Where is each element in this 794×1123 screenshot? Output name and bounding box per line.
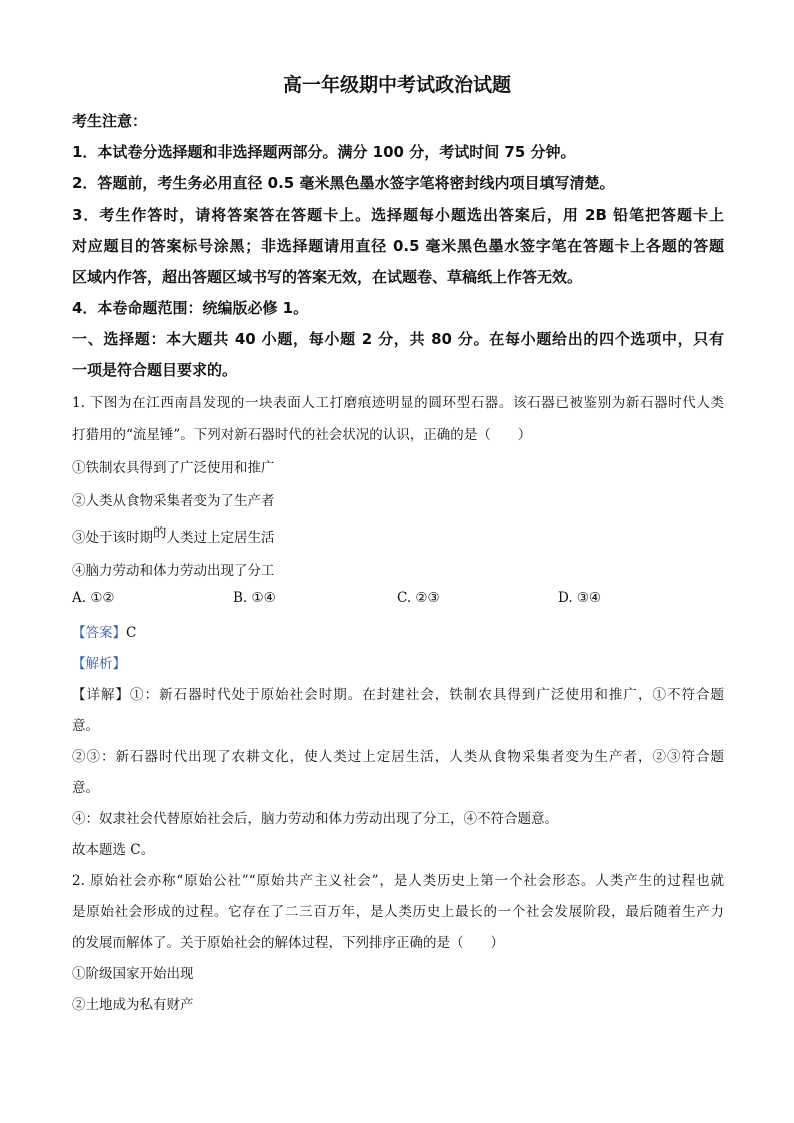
q1-detail-3: ④：奴隶社会代替原始社会后，脑力劳动和体力劳动出现了分工，④不符合题意。 xyxy=(72,811,558,827)
page-title: 高一年级期中考试政治试题 xyxy=(282,74,511,96)
notice-item-4: 4．本卷命题范围：统编版必修 1。 xyxy=(72,299,309,317)
q1-stem-cont: 打猎用的“流星锤”。下列对新石器时代的社会状况的认识，正确的是（ ） xyxy=(72,427,532,443)
q1-option-b: B. ①④ xyxy=(233,590,276,606)
q1-statement-4: ④脑力劳动和体力劳动出现了分工 xyxy=(72,563,275,579)
q2-stem: 2. 原始社会亦称“原始公社”“原始共产主义社会”，是人类历史上第一个社会形态。人类产生的过程也就 xyxy=(72,873,724,889)
q1-answer xyxy=(72,621,724,641)
section-heading-cont: 一项是符合题目要求的。 xyxy=(72,361,238,379)
q1-option-c: C. ②③ xyxy=(397,590,440,606)
notice-heading: 考生注意： xyxy=(72,112,148,130)
q1-detail-1-text: ①：新石器时代处于原始社会时期。在封建社会，铁制农具得到广泛使用和推广，①不符合题 xyxy=(130,687,724,703)
answer-tag: 【答案】 xyxy=(72,625,126,641)
notice-item-1: 1．本试卷分选择题和非选择题两部分。满分 100 分，考试时间 75 分钟。 xyxy=(72,143,576,161)
notice-item-3-cont-2: 区域内作答，超出答题区域书写的答案无效，在试题卷、草稿纸上作答无效。 xyxy=(72,268,583,286)
q1-option-d: D. ③④ xyxy=(558,590,602,606)
section-heading: 一、选择题：本大题共 40 小题，每小题 2 分，共 80 分。在每小题给出的四个选项中，只有 xyxy=(72,330,724,348)
q1-statement-2: ②人类从食物采集者变为了生产者 xyxy=(72,493,275,509)
answer-value: C xyxy=(126,625,137,641)
q1-statement-3-part-c: 人类过上定居生活 xyxy=(166,530,275,546)
q1-detail-2-cont: 意。 xyxy=(72,780,99,796)
q1-statement-3-part-a: ③处于该时期 xyxy=(72,530,153,546)
q2-stem-cont-2: 的发展而解体了。关于原始社会的解体过程，下列排序正确的是（ ） xyxy=(72,935,504,951)
analysis-tag: 【解析】 xyxy=(72,656,126,672)
q1-conclusion: 故本题选 C。 xyxy=(72,842,155,858)
q1-detail-1 xyxy=(72,683,724,703)
q1-stem: 1. 下图为在江西南昌发现的一块表面人工打磨痕迹明显的圆环型石器。该石器已被鉴别为新石器时代人类 xyxy=(72,395,724,411)
notice-item-2: 2．答题前，考生务必用直径 0.5 毫米黑色墨水签字笔将密封线内项目填写清楚。 xyxy=(72,174,615,192)
q1-statement-1: ①铁制农具得到了广泛使用和推广 xyxy=(72,460,275,476)
q2-stem-cont-1: 是原始社会形成的过程。它存在了二三百万年，是人类历史上最长的一个社会发展阶段，最后随着生产力 xyxy=(72,904,724,920)
detail-tag: 【详解】 xyxy=(72,687,131,703)
notice-item-3-cont-1: 对应题目的答案标号涂黑；非选择题请用直径 0.5 毫米黑色墨水签字笔在答题卡上各题的答题 xyxy=(72,237,724,255)
q1-statement-3 xyxy=(72,526,724,546)
q1-detail-2: ②③：新石器时代出现了农耕文化，使人类过上定居生活，人类从食物采集者变为生产者，②③符合题 xyxy=(72,749,724,765)
q1-statement-3-part-b: 的 xyxy=(153,526,167,541)
notice-item-3: 3．考生作答时，请将答案答在答题卡上。选择题每小题选出答案后，用 2B 铅笔把答题卡上 xyxy=(72,206,724,224)
q1-detail-1-cont: 意。 xyxy=(72,718,99,734)
q2-statement-2: ②土地成为私有财产 xyxy=(72,997,194,1013)
q2-statement-1: ①阶级国家开始出现 xyxy=(72,966,194,982)
q1-option-a: A. ①② xyxy=(72,590,115,606)
